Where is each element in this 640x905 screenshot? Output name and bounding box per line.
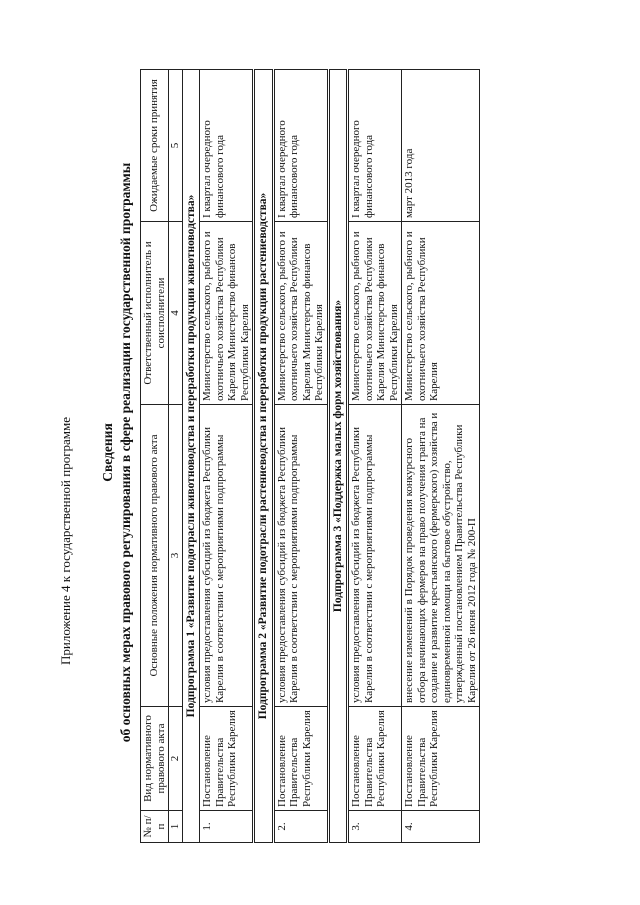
index-cell: 1 <box>169 811 183 843</box>
header-row <box>141 70 169 843</box>
row-content: внесение изменений в Порядок проведения конкурсного отбора начинающих фермеров на право получения гранта на создание и развитие крестьянского (фермерского) хозяйства и единовременной помощи на бытовое обустройство, утвержденный постановлением Правительства Республики Карелия от 26 июня 2012 года № 200-П <box>402 405 480 707</box>
document-subtitle: об основных мерах правового регулирования в сфере реализации государственной программы <box>118 162 133 743</box>
row-content: условия предоставления субсидий из бюджета Республики Карелия в соответствии с мероприятиями подпрограммы <box>273 405 328 707</box>
table-row <box>402 70 480 843</box>
index-cell: 4 <box>169 222 183 405</box>
row-content: условия предоставления субсидий из бюджета Республики Карелия в соответствии с мероприятиями подпрограммы <box>348 405 402 707</box>
table-row <box>200 70 254 843</box>
header-content: Основные положения нормативного правового акта <box>141 405 169 707</box>
row-num: 1. <box>200 811 254 843</box>
row-type: Постановление Правительства Республики Карелия <box>348 707 402 811</box>
table-row <box>273 70 328 843</box>
header-executor: Ответственный исполнитель и соисполнители <box>141 222 169 405</box>
header-num: № п/п <box>141 811 169 843</box>
subprogram-3-heading: Подпрограмма 3 «Поддержка малых форм хозяйствования» <box>328 70 348 843</box>
row-content: условия предоставления субсидий из бюджета Республики Карелия в соответствии с мероприятиями подпрограммы <box>200 405 254 707</box>
index-row <box>169 70 183 843</box>
header-type: Вид нормативного правового акта <box>141 707 169 811</box>
row-type: Постановление Правительства Республики Карелия <box>200 707 254 811</box>
table-row <box>348 70 402 843</box>
row-deadline: I квартал очередного финансового года <box>200 70 254 222</box>
row-num: 4. <box>402 811 480 843</box>
appendix-note: Приложение 4 к государственной программе <box>58 416 73 665</box>
subprogram-1-heading: Подпрограмма 1 «Развитие подотрасли животноводства и переработки продукции животноводства» <box>182 70 200 843</box>
row-deadline: I квартал очередного финансового года <box>348 70 402 222</box>
row-executor: Министерство сельского, рыбного и охотничьего хозяйства Республики Карелия <box>402 222 480 405</box>
row-num: 3. <box>348 811 402 843</box>
index-cell: 2 <box>169 707 183 811</box>
subprogram-2-heading: Подпрограмма 2 «Развитие подотрасли растениеводства и переработки продукции растениеводства» <box>254 70 274 843</box>
subprogram-row <box>254 70 274 843</box>
row-deadline: I квартал очередного финансового года <box>273 70 328 222</box>
measures-table <box>140 69 480 843</box>
header-deadline: Ожидаемые сроки принятия <box>141 70 169 222</box>
row-executor: Министерство сельского, рыбного и охотничьего хозяйства Республики Карелия Министерство финансов Республики Карелия <box>348 222 402 405</box>
row-type: Постановление Правительства Республики Карелия <box>402 707 480 811</box>
row-deadline: март 2013 года <box>402 70 480 222</box>
index-cell: 3 <box>169 405 183 707</box>
index-cell: 5 <box>169 70 183 222</box>
subprogram-row <box>182 70 200 843</box>
document-title: Сведения <box>100 423 115 482</box>
subprogram-row <box>328 70 348 843</box>
row-executor: Министерство сельского, рыбного и охотничьего хозяйства Республики Карелия Министерство финансов Республики Карелия <box>273 222 328 405</box>
row-num: 2. <box>273 811 328 843</box>
row-executor: Министерство сельского, рыбного и охотничьего хозяйства Республики Карелия Министерство финансов Республики Карелия <box>200 222 254 405</box>
row-type: Постановление Правительства Республики Карелия <box>273 707 328 811</box>
